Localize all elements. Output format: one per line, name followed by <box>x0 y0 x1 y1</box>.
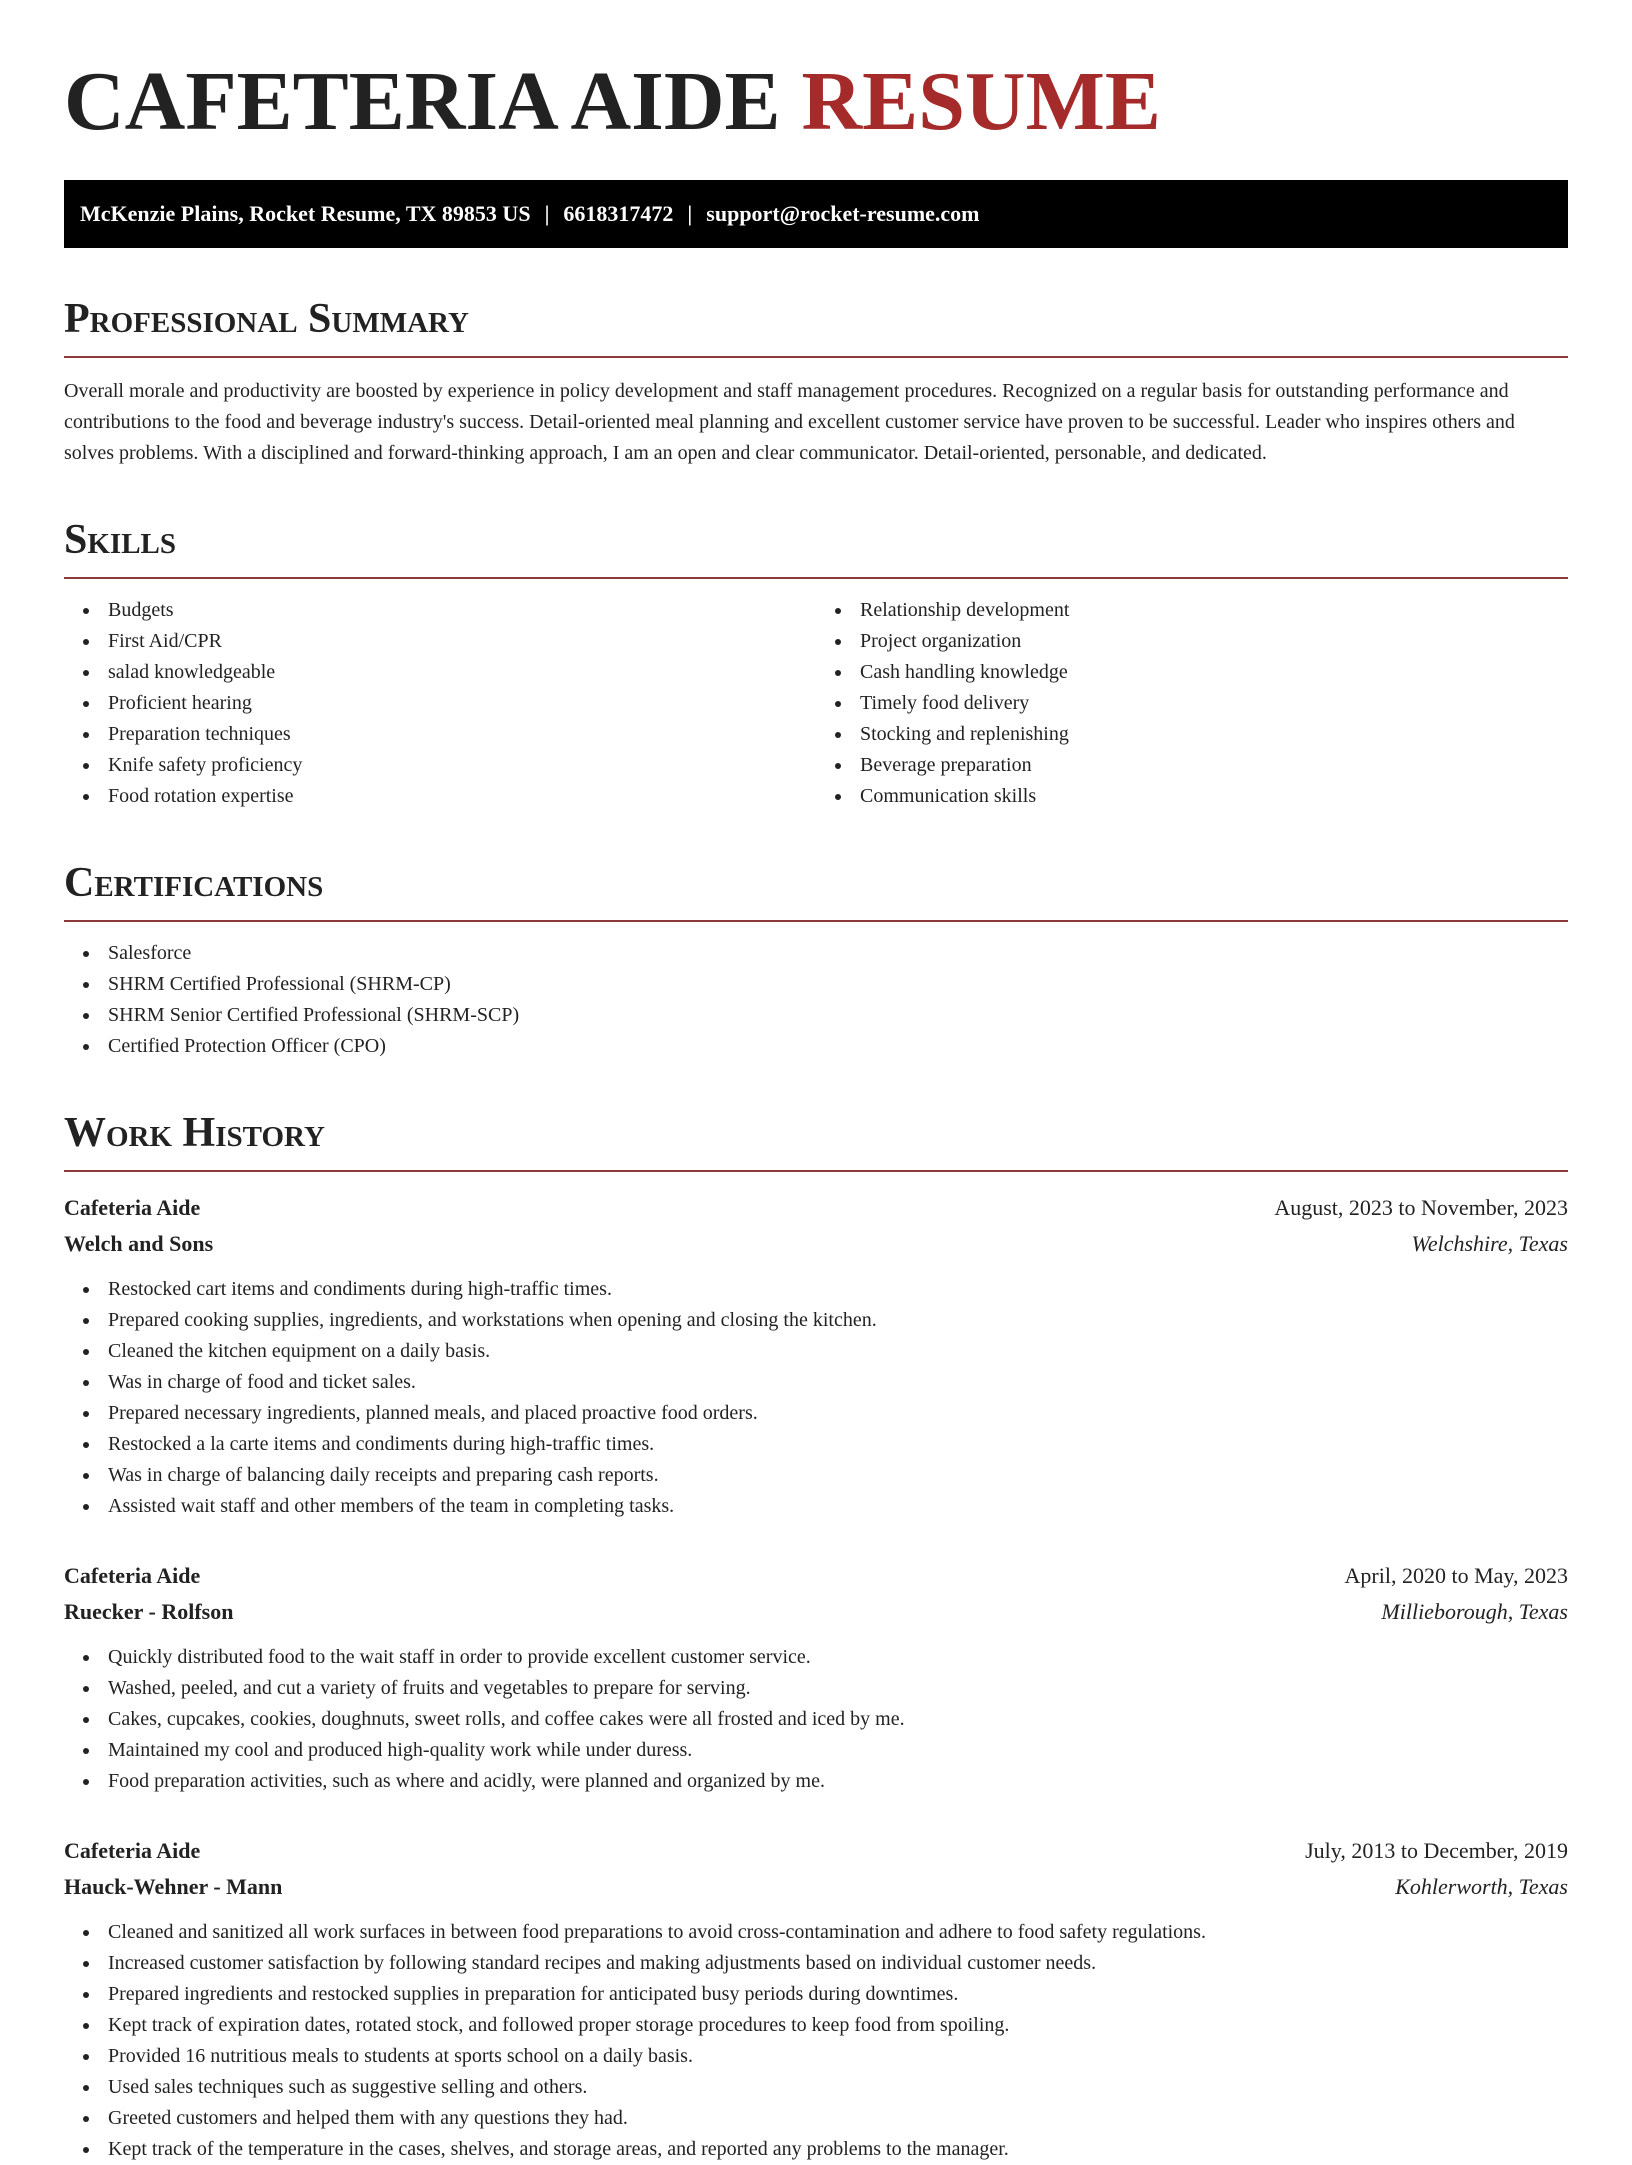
job-subheader-row <box>64 1226 1568 1262</box>
job-duty: Was in charge of balancing daily receipts and preparing cash reports. <box>108 1460 1568 1491</box>
work-history-heading: Work History <box>64 1108 1568 1172</box>
skill-item: Proficient hearing <box>108 688 816 719</box>
skills-columns <box>64 579 1568 812</box>
job-company: Welch and Sons <box>64 1231 214 1256</box>
skills-heading: Skills <box>64 515 1568 579</box>
resume-title <box>64 52 1568 152</box>
job-subheader-row <box>64 1869 1568 1905</box>
job-subheader-row <box>64 1594 1568 1630</box>
skill-item: Cash handling knowledge <box>860 657 1568 688</box>
certifications-section <box>64 858 1568 1062</box>
job-title: Cafeteria Aide <box>64 1563 201 1588</box>
job-duty: Food preparation activities, such as where and acidly, were planned and organized by me. <box>108 1766 1568 1797</box>
job-duty: Increased customer satisfaction by following standard recipes and making adjustments based on individual customer needs. <box>108 1948 1568 1979</box>
job-location: Millieborough, Texas <box>1381 1599 1568 1624</box>
work-history-section <box>64 1108 1568 2165</box>
job-location: Kohlerworth, Texas <box>1395 1874 1568 1899</box>
skills-section <box>64 515 1568 812</box>
job-duty: Used sales techniques such as suggestive selling and others. <box>108 2072 1568 2103</box>
job-duty: Kept track of the temperature in the cases, shelves, and storage areas, and reported any problems to the manager. <box>108 2134 1568 2165</box>
certifications-heading: Certifications <box>64 858 1568 922</box>
job-dates: July, 2013 to December, 2019 <box>1305 1838 1568 1863</box>
skill-item: First Aid/CPR <box>108 626 816 657</box>
job-duty: Kept track of expiration dates, rotated stock, and followed proper storage procedures to keep food from spoiling. <box>108 2010 1568 2041</box>
job-entry <box>64 1833 1568 2165</box>
job-duty: Washed, peeled, and cut a variety of fruits and vegetables to prepare for serving. <box>108 1673 1568 1704</box>
contact-bar <box>64 180 1568 248</box>
job-duty: Restocked a la carte items and condiments during high-traffic times. <box>108 1429 1568 1460</box>
job-duty: Restocked cart items and condiments during high-traffic times. <box>108 1274 1568 1305</box>
job-duty: Prepared ingredients and restocked supplies in preparation for anticipated busy periods during downtimes. <box>108 1979 1568 2010</box>
title-main: CAFETERIA AIDE <box>64 55 781 148</box>
contact-address: McKenzie Plains, Rocket Resume, TX 89853 US <box>80 201 531 226</box>
job-duty: Maintained my cool and produced high-quality work while under duress. <box>108 1735 1568 1766</box>
contact-separator: | <box>544 201 550 226</box>
job-entry <box>64 1558 1568 1797</box>
skill-item: salad knowledgeable <box>108 657 816 688</box>
skill-item: Project organization <box>860 626 1568 657</box>
job-duty: Cakes, cupcakes, cookies, doughnuts, sweet rolls, and coffee cakes were all frosted and iced by me. <box>108 1704 1568 1735</box>
job-duty: Assisted wait staff and other members of the team in completing tasks. <box>108 1491 1568 1522</box>
job-dates: April, 2020 to May, 2023 <box>1344 1563 1568 1588</box>
job-duties-list <box>64 1642 1568 1797</box>
skill-item: Preparation techniques <box>108 719 816 750</box>
job-title: Cafeteria Aide <box>64 1838 201 1863</box>
contact-phone: 6618317472 <box>563 201 674 226</box>
title-accent: RESUME <box>801 55 1161 148</box>
job-duty: Cleaned and sanitized all work surfaces in between food preparations to avoid cross-contamination and adhere to food safety regulations. <box>108 1917 1568 1948</box>
certification-item: SHRM Senior Certified Professional (SHRM-SCP) <box>108 1000 1568 1031</box>
skill-item: Beverage preparation <box>860 750 1568 781</box>
skill-item: Knife safety proficiency <box>108 750 816 781</box>
job-title: Cafeteria Aide <box>64 1195 201 1220</box>
skill-item: Timely food delivery <box>860 688 1568 719</box>
job-company: Ruecker - Rolfson <box>64 1599 234 1624</box>
job-duties-list <box>64 1274 1568 1522</box>
job-duty: Quickly distributed food to the wait staff in order to provide excellent customer service. <box>108 1642 1568 1673</box>
summary-section <box>64 294 1568 469</box>
certifications-list <box>64 938 1568 1062</box>
job-duties-list <box>64 1917 1568 2165</box>
job-header-row <box>64 1190 1568 1226</box>
skill-item: Communication skills <box>860 781 1568 812</box>
job-duty: Was in charge of food and ticket sales. <box>108 1367 1568 1398</box>
certification-item: Certified Protection Officer (CPO) <box>108 1031 1568 1062</box>
job-duty: Greeted customers and helped them with any questions they had. <box>108 2103 1568 2134</box>
contact-separator: | <box>687 201 693 226</box>
skills-list-left <box>64 595 816 812</box>
contact-email: support@rocket-resume.com <box>706 201 980 226</box>
job-company: Hauck-Wehner - Mann <box>64 1874 283 1899</box>
summary-text: Overall morale and productivity are boosted by experience in policy development and staff management procedures. Recognized on a regular basis for outstanding performance and contributions to the food and beverage industry's success. Detail-oriented meal planning and excellent customer service have proven to be successful. Leader who inspires others and solves problems. With a disciplined and forward-thinking approach, I am an open and clear communicator. Detail-oriented, personable, and dedicated. <box>64 380 1515 464</box>
job-location: Welchshire, Texas <box>1411 1231 1568 1256</box>
certification-item: SHRM Certified Professional (SHRM-CP) <box>108 969 1568 1000</box>
certification-item: Salesforce <box>108 938 1568 969</box>
skill-item: Stocking and replenishing <box>860 719 1568 750</box>
job-duty: Cleaned the kitchen equipment on a daily basis. <box>108 1336 1568 1367</box>
skills-list-right <box>816 595 1568 812</box>
summary-heading: Professional Summary <box>64 294 1568 358</box>
skill-item: Budgets <box>108 595 816 626</box>
job-header-row <box>64 1558 1568 1594</box>
job-duty: Prepared cooking supplies, ingredients, and workstations when opening and closing the kitchen. <box>108 1305 1568 1336</box>
job-entry <box>64 1190 1568 1522</box>
job-duty: Prepared necessary ingredients, planned meals, and placed proactive food orders. <box>108 1398 1568 1429</box>
job-duty: Provided 16 nutritious meals to students at sports school on a daily basis. <box>108 2041 1568 2072</box>
skill-item: Relationship development <box>860 595 1568 626</box>
job-header-row <box>64 1833 1568 1869</box>
skill-item: Food rotation expertise <box>108 781 816 812</box>
job-dates: August, 2023 to November, 2023 <box>1274 1195 1568 1220</box>
